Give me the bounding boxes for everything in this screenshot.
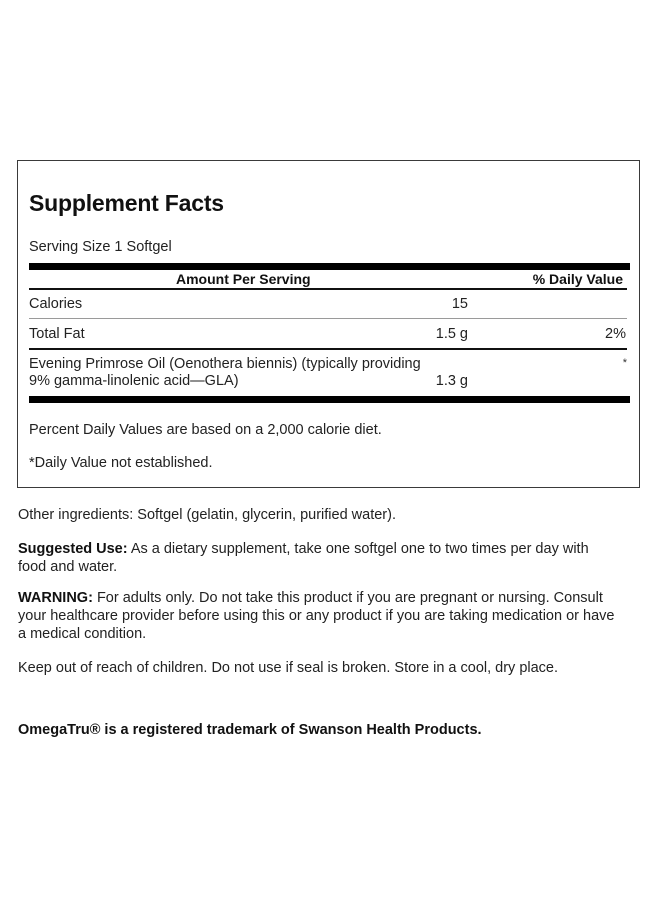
panel-title: Supplement Facts: [29, 190, 224, 216]
section-divider: [29, 348, 627, 350]
supplement-facts-panel: [17, 160, 640, 488]
thick-divider-bottom: [29, 396, 630, 403]
serving-size: Serving Size 1 Softgel: [29, 239, 172, 255]
ingredient-name-line2: 9% gamma-linolenic acid—GLA): [29, 373, 239, 389]
other-ingredients: Other ingredients: Softgel (gelatin, glycerin, purified water).: [18, 507, 396, 523]
nutrient-name: Total Fat: [29, 326, 85, 342]
footnote-percent-daily-values: Percent Daily Values are based on a 2,000 calorie diet.: [29, 422, 382, 438]
header-daily-value: % Daily Value: [532, 271, 623, 287]
nutrient-daily-value: 2%: [605, 326, 626, 342]
nutrient-amount: 15: [451, 296, 468, 312]
nutrient-name: Calories: [29, 296, 83, 312]
warning-label: WARNING:: [18, 590, 93, 606]
suggested-use-label: Suggested Use:: [18, 541, 128, 557]
suggested-use: [18, 540, 618, 576]
row-divider: [29, 318, 627, 319]
storage-instructions: Keep out of reach of children. Do not use if seal is broken. Store in a cool, dry place.: [18, 660, 559, 676]
suggested-use-text: As a dietary supplement, take one softgel one to two times per day with food and water.: [18, 541, 589, 575]
trademark-notice: OmegaTru® is a registered trademark of Swanson Health Products.: [18, 722, 482, 738]
nutrient-amount: 1.5 g: [435, 326, 468, 342]
footnote-daily-value-not-established: *Daily Value not established.: [29, 455, 213, 471]
ingredient-amount: 1.3 g: [435, 373, 468, 389]
warning-text: For adults only. Do not take this product if you are pregnant or nursing. Consult your healthcare provider before using this or any product if you are taking medication or have a medical condition.: [18, 590, 615, 642]
header-divider: [29, 288, 627, 290]
daily-value-not-established-marker: *: [622, 357, 627, 369]
ingredient-name-line1: Evening Primrose Oil (Oenothera biennis) (typically providing: [29, 356, 421, 372]
warning: [18, 589, 618, 643]
header-amount-per-serving: Amount Per Serving: [176, 271, 311, 287]
thick-divider-top: [29, 263, 630, 270]
